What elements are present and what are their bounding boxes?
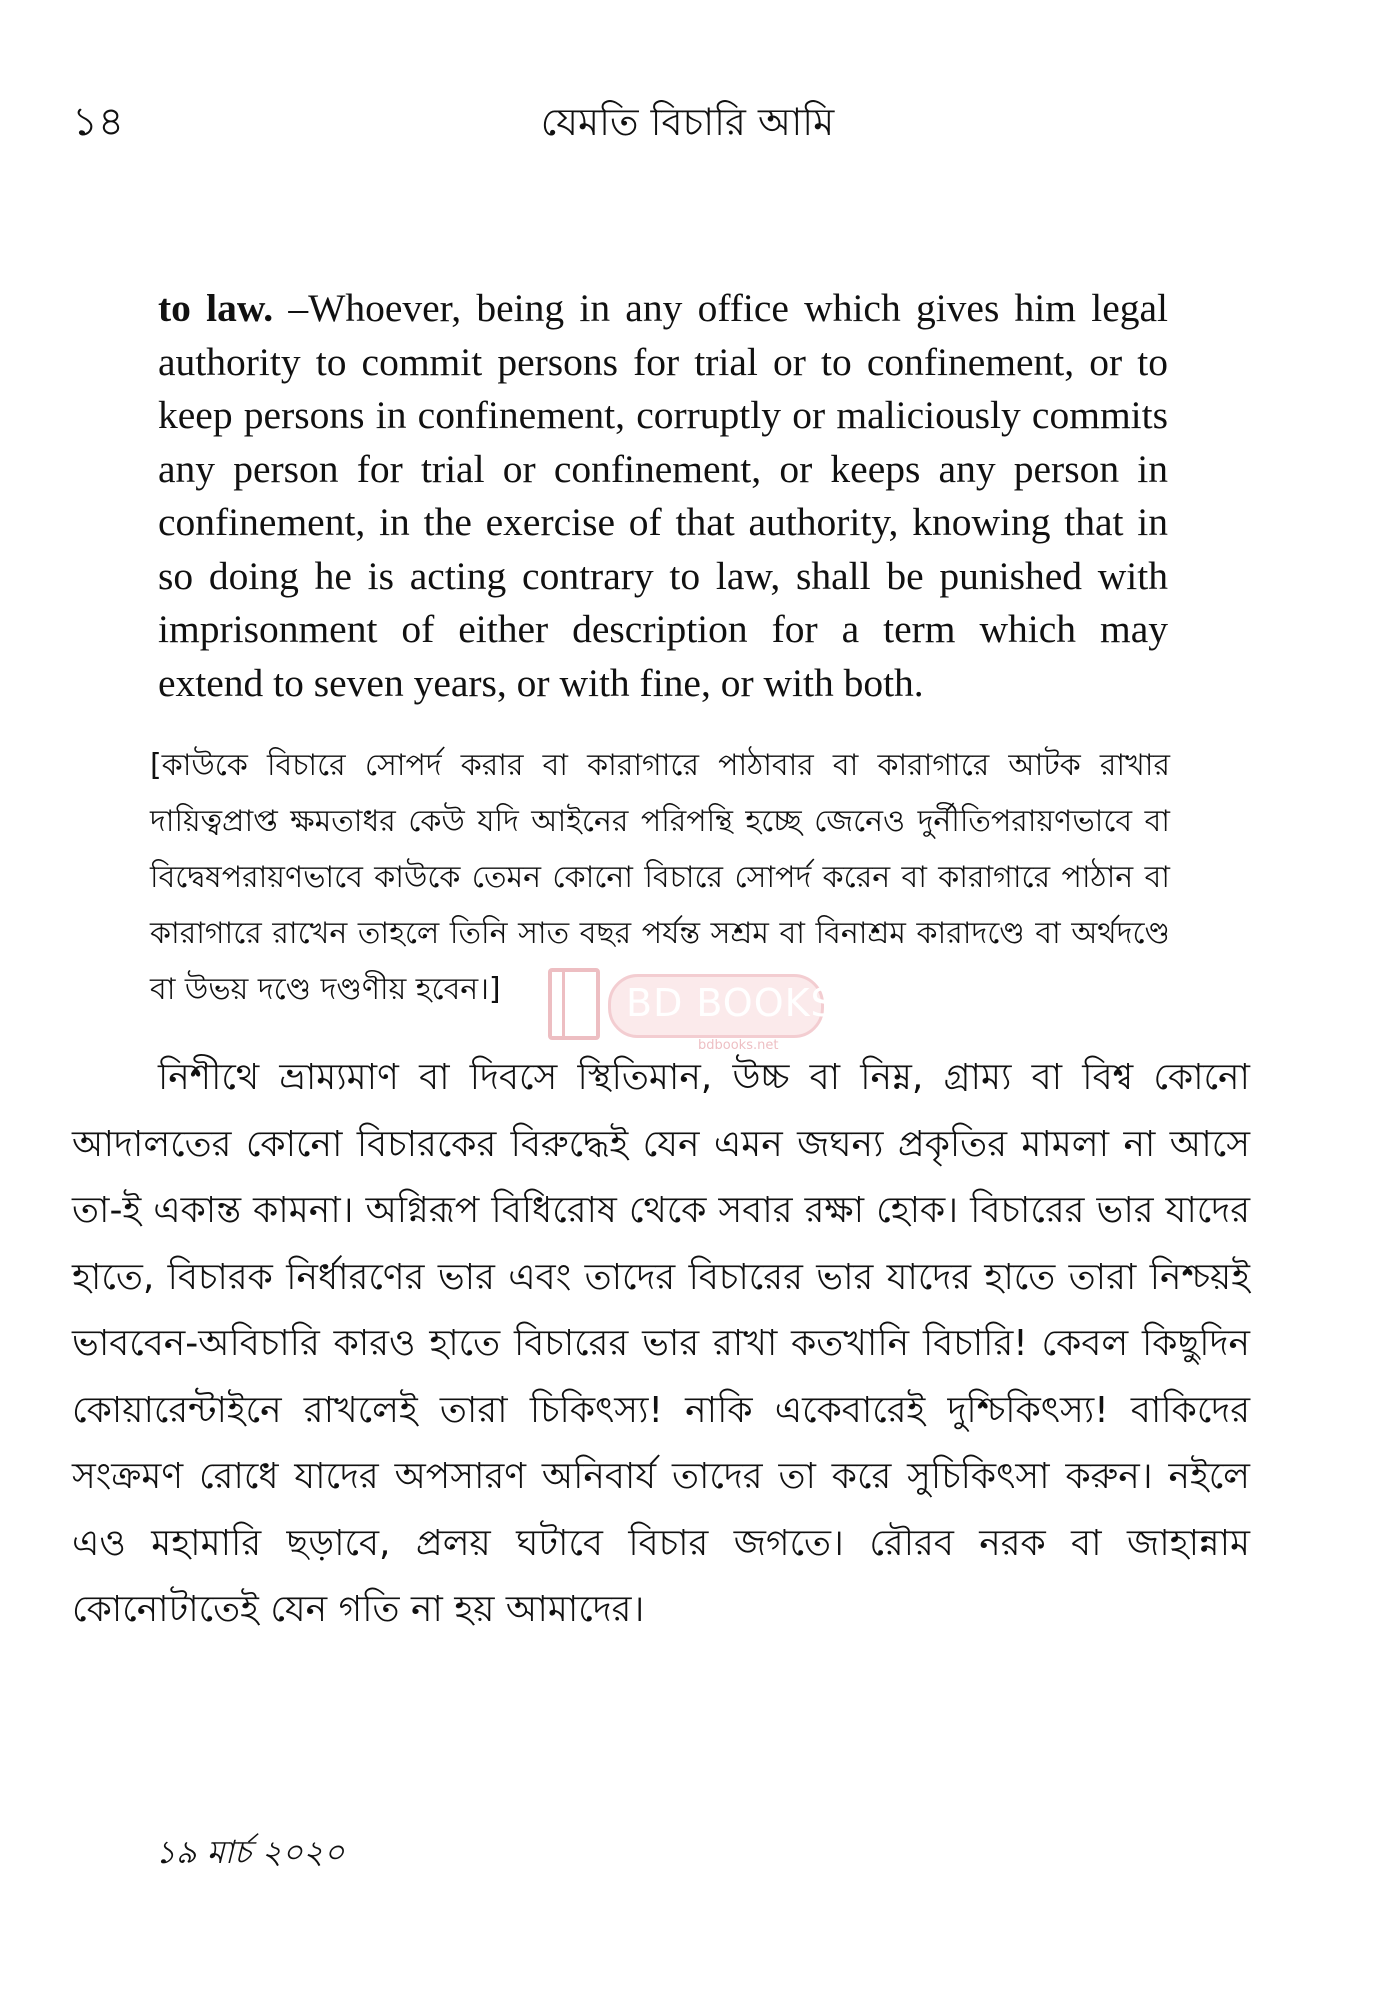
watermark-text: BD BOOKS: [626, 981, 836, 1025]
bengali-quote: [কাউকে বিচারে সোপর্দ করার বা কারাগারে পাঠাবার বা কারাগারে আটক রাখার দায়িত্বপ্রাপ্ত ক্ষমতাধর কেউ যদি আইনের পরিপন্থি হচ্ছে জেনেও দুর্নীতিপরায়ণভাবে বা বিদ্বেষপরায়ণভাবে কাউকে তেমন কোনো বিচারে সোপর্দ করেন বা কারাগারে পাঠান বা কারাগারে রাখেন তাহলে তিনি সাত বছর পর্যন্ত সশ্রম বা বিনাশ্রম কারাদণ্ডে বা অর্থদণ্ডে বা উভয় দণ্ডে দণ্ডণীয় হবেন।]: [150, 748, 1170, 1007]
english-quote-text: –Whoever, being in any office which gives him legal authority to commit persons for trial or to confinement, or to keep persons in confinement, corruptly or maliciously commits any person for trial or confinement, or keeps any person in confinement, in the exercise of that authority, knowing that in so doing he is acting contrary to law, shall be punished with imprisonment of either description for a term which may extend to seven years, or with fine, or with both.: [158, 286, 1168, 705]
english-quote-lead: to law.: [158, 286, 274, 330]
running-title: যেমতি বিচারি আমি: [540, 100, 835, 144]
body-paragraph: নিশীথে ভ্রাম্যমাণ বা দিবসে স্থিতিমান, উচ্চ বা নিম্ন, গ্রাম্য বা বিশ্ব কোনো আদালতের কোনো বিচারকের বিরুদ্ধেই যেন এমন জঘন্য প্রকৃতির মামলা না আসে তা-ই একান্ত কামনা। অগ্নিরূপ বিধিরোষ থেকে সবার রক্ষা হোক। বিচারের ভার যাদের হাতে, বিচারক নির্ধারণের ভার এবং তাদের বিচারের ভার যাদের হাতে তারা নিশ্চয়ই ভাববেন-অবিচারি কারও হাতে বিচারের ভার রাখা কতখানি বিচারি! কেবল কিছুদিন কোয়ারেন্টাইনে রাখলেই তারা চিকিৎস্য! নাকি একেবারেই দুশ্চিকিৎস্য! বাকিদের সংক্রমণ রোধে যাদের অপসারণ অনিবার্য তাদের তা করে সুচিকিৎসা করুন। নইলে এও মহামারি ছড়াবে, প্রলয় ঘটাবে বিচার জগতে। রৌরব নরক বা জাহান্নাম কোনোটাতেই যেন গতি না হয় আমাদের।: [72, 1057, 1250, 1630]
page-number: ১৪: [72, 99, 124, 145]
date-line: ১৯ মার্চ ২০২০: [155, 1833, 345, 1871]
watermark-subtext: bdbooks.net: [698, 1038, 779, 1053]
english-quote: [158, 282, 1168, 710]
